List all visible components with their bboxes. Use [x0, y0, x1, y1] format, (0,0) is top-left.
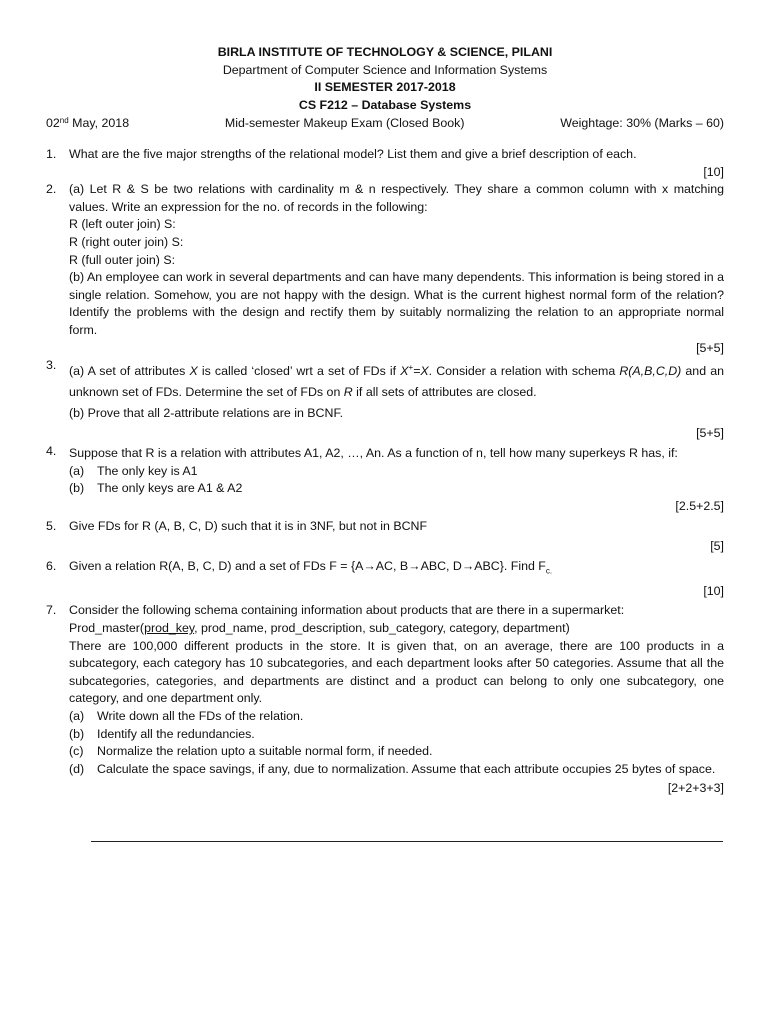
- question-part-a: (a) Write down all the FDs of the relation.: [69, 709, 304, 724]
- question-part-b: (b) Identify all the redundancies.: [69, 726, 255, 741]
- question-paragraph: There are 100,000 different products in the store. It is given that, on an average, there are 100 products in a subcategory, each category has 10 subcategories, and each department looks after 50 categories. Assume that all the subcategories, categories, and departments are distinct and a product can belong to only one subcategory, one category, and one department only.: [69, 638, 724, 706]
- institute-name: BIRLA INSTITUTE OF TECHNOLOGY & SCIENCE, PILANI: [217, 45, 553, 59]
- question-part-a: (a) Let R & S be two relations with cardinality m & n respectively. They share a common column with x matching values. Write an expression for the no. of records in the following:: [69, 182, 724, 214]
- marks: [5+5]: [696, 426, 724, 441]
- exam-header: [46, 44, 724, 114]
- arrow-icon: →: [408, 558, 421, 573]
- question-text: Suppose that R is a relation with attributes A1, A2, …, An. As a function of n, tell how many superkeys R has, if:: [69, 445, 678, 460]
- question-part-b: (b) An employee can work in several departments and can have many dependents. This information is being stored in a single relation. Somehow, you are not happy with the design. What is the current highest normal form of the relation? Identify the problems with the design and rectify them by suitably normalizing the relation to an appropriate normal form.: [69, 270, 724, 337]
- arrow-icon: →: [461, 558, 475, 573]
- marks: [10]: [703, 164, 724, 179]
- schema-definition: Prod_master(prod_key, prod_name, prod_description, sub_category, category, department): [69, 621, 570, 636]
- left-outer-join-line: R (left outer join) S:: [69, 217, 176, 232]
- semester: II SEMESTER 2017-2018: [314, 80, 456, 94]
- right-outer-join-line: R (right outer join) S:: [69, 234, 184, 249]
- question-2: 2. (a) Let R & S be two relations with cardinality m & n respectively. They share a common column with x matching values. Write an expression for the no. of records in the following: R (left outer join) S: R (right outer join) S: R (full outer join) S: (b) An employee can work in several departments and can have many dependents. This information is being stored in a single relation. Somehow, you are not happy with the design. What is the current highest normal form of the relation? Identify the problems with the design and rectify them by suitably normalizing the relation to an appropriate normal form. [5+5]: [46, 181, 724, 357]
- question-intro: Consider the following schema containing information about products that are there in a supermarket:: [69, 603, 625, 618]
- question-4: 4. Suppose that R is a relation with attributes A1, A2, …, An. As a function of n, tell how many superkeys R has, if: (a) The only key is A1 (b) The only keys are A1 & A2 [2.5+2.5]: [46, 443, 724, 516]
- question-part-c: (c) Normalize the relation upto a suitable normal form, if needed.: [69, 744, 433, 759]
- question-text: Given a relation R(A, B, C, D) and a set of FDs F = {A→AC, B→ABC, D→ABC}. Find $F_{c.}$: [69, 558, 553, 576]
- marks: [5]: [710, 539, 724, 554]
- question-5: 5. Give FDs for R (A, B, C, D) such that it is in 3NF, but not in BCNF [5]: [46, 518, 724, 556]
- weightage: Weightage: 30% (Marks – 60): [560, 116, 724, 130]
- question-text: Give FDs for R (A, B, C, D) such that it is in 3NF, but not in BCNF: [69, 518, 428, 533]
- question-part-a: (a) A set of attributes X is called ‘closed’ wrt a set of FDs if X+=X. Consider a relation with schema R(A,B,C,D) and an unknown set of FDs. Determine the set of FDs on R if all sets of attributes are closed.: [69, 363, 724, 400]
- question-list: [46, 146, 724, 798]
- exam-date: 02nd May, 2018: [46, 116, 130, 130]
- exam-page: [46, 44, 724, 798]
- marks: [5+5]: [696, 340, 724, 355]
- primary-key: prod_key: [144, 621, 195, 636]
- question-text: What are the five major strengths of the relational model? List them and give a brief description of each.: [69, 147, 637, 161]
- question-6: 6. Given a relation R(A, B, C, D) and a set of FDs F = {A→AC, B→ABC, D→ABC}. Find $F_{c.}$ [10]: [46, 558, 724, 601]
- full-outer-join-line: R (full outer join) S:: [69, 252, 176, 267]
- end-rule: [91, 841, 723, 842]
- question-7: 7. Consider the following schema containing information about products that are there in a supermarket: Prod_master(prod_key, prod_name, prod_description, sub_category, category, department) There are 100,000 different products in the store. It is given that, on an average, there are 100 products in a subcategory, each category has 10 subcategories, and each department looks after 50 categories. Assume that all the subcategories, categories, and departments are distinct and a product can belong to only one subcategory, one category, and one department only. (a) Write down all the FDs of the relation. (b) Identify all the redundancies. (c) Normalize the relation upto a suitable normal form, if needed. (d) Calculate the space savings, if any, due to normalization. Assume that each attribute occupies 25 bytes of space. [2+2+3+3]: [46, 602, 724, 798]
- course-title: CS F212 – Database Systems: [298, 97, 472, 112]
- department-name: Department of Computer Science and Information Systems: [222, 62, 548, 77]
- question-3: 3. (a) A set of attributes X is called ‘closed’ wrt a set of FDs if X+=X. Consider a relation with schema R(A,B,C,D) and an unknown set of FDs. Determine the set of FDs on R if all sets of attributes are closed. (b) Prove that all 2-attribute relations are in BCNF. [5+5]: [46, 357, 724, 443]
- arrow-icon: →: [363, 558, 376, 573]
- question-1: 1. What are the five major strengths of the relational model? List them and give a brief description of each. [10]: [46, 146, 724, 181]
- marks: [2.5+2.5]: [675, 499, 724, 514]
- exam-type: Mid-semester Makeup Exam (Closed Book): [224, 116, 465, 130]
- marks: [2+2+3+3]: [667, 781, 724, 796]
- question-part-b: (b) The only keys are A1 & A2: [69, 481, 243, 496]
- question-part-b: (b) Prove that all 2-attribute relations are in BCNF.: [69, 406, 344, 421]
- exam-info-line: [46, 114, 724, 132]
- question-part-a: (a) The only key is A1: [69, 463, 198, 478]
- marks: [10]: [703, 583, 724, 598]
- question-part-d: (d) Calculate the space savings, if any, due to normalization. Assume that each attribute occupies 25 bytes of space.: [69, 761, 716, 776]
